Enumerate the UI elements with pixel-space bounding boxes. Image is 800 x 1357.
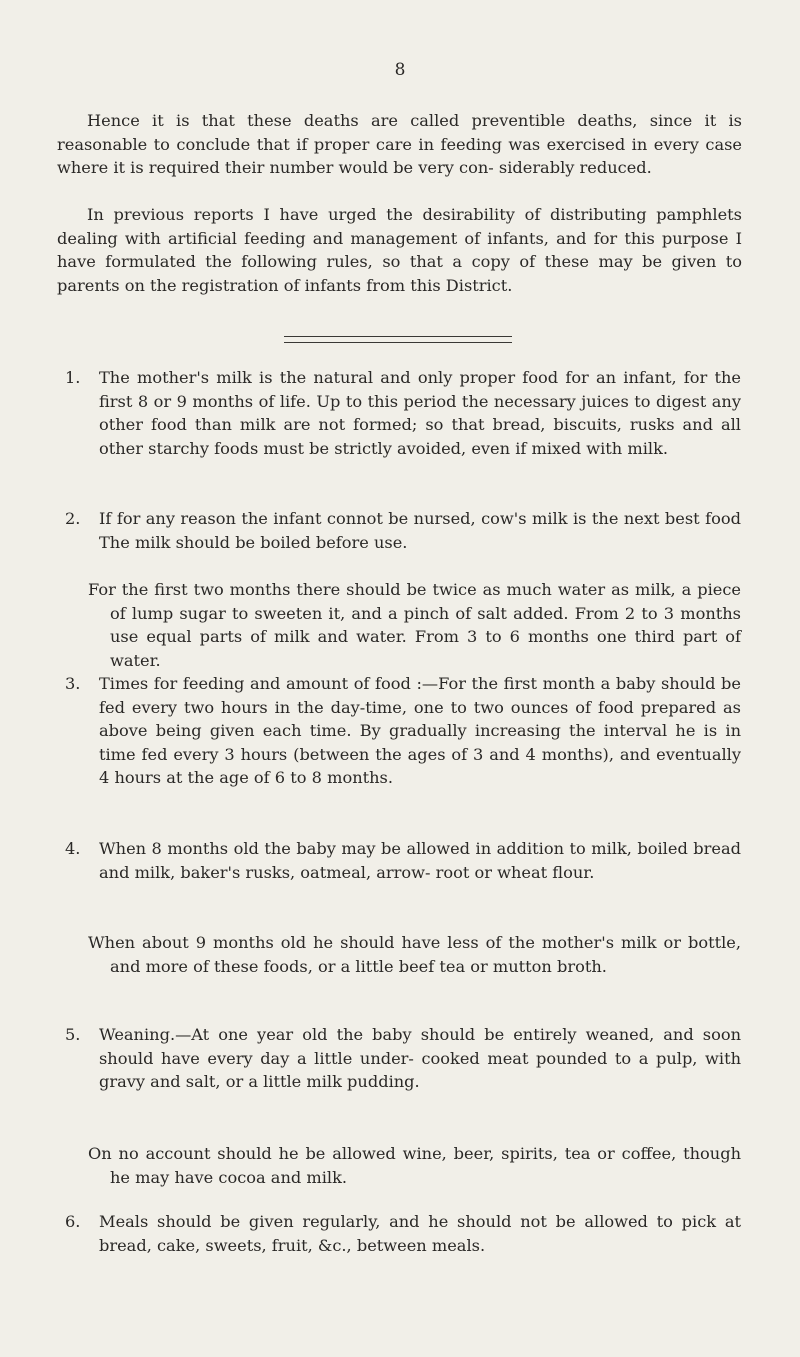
intro-paragraph-1: Hence it is that these deaths are called preventible deaths, since it is reasonable to conclude that if proper care in feeding was exercised in every case where it is required their number would be very con- siderably reduced. — [57, 111, 742, 177]
rule-text: Times for feeding and amount of food :—For the first month a baby should be fed every two hours in the day-time, one to two ounces of food prepared as above being given each time. By gradually increasing the interval he is in time fed every 3 hours (between the ages of 3 and 4 months), and eventually 4 hours at the age of 6 to 8 months. — [99, 674, 741, 788]
rule-2-continuation: For the first two months there should be twice as much water as milk, a piece of lump sugar to sweeten it, and a pinch of salt added. From 2 to 3 months use equal parts of milk and water. From 3 to 6 months one third part of water. — [88, 580, 741, 670]
rule-4-continuation: When about 9 months old he should have less of the mother's milk or bottle, and more of these foods, or a little beef tea or mutton broth. — [88, 933, 741, 976]
rule-text: When 8 months old the baby may be allowed in addition to milk, boiled bread and milk, baker's rusks, oatmeal, arrow- root or wheat flour. — [99, 839, 741, 882]
rule-number: 2. — [65, 509, 81, 528]
rule-item-4 — [65, 837, 741, 884]
rule-number: 3. — [65, 674, 81, 693]
rule-item-3 — [65, 672, 741, 790]
rule-item-5 — [65, 1023, 741, 1094]
page-number: 8 — [394, 60, 406, 80]
rule-text: The mother's milk is the natural and only proper food for an infant, for the first 8 or 9 months of life. Up to this period the necessary juices to digest any other food than milk are not formed; so that bread, biscuits, rusks and all other starchy foods must be strictly avoided, even if mixed with milk. — [99, 368, 741, 458]
rule-item-6 — [65, 1210, 741, 1257]
rule-item-1 — [65, 366, 741, 460]
rule-text: If for any reason the infant connot be nursed, cow's milk is the next best food The milk should be boiled before use. — [99, 509, 741, 552]
section-divider — [284, 336, 512, 343]
rule-number: 5. — [65, 1025, 81, 1044]
rule-number: 6. — [65, 1212, 81, 1231]
rule-item-2 — [65, 507, 741, 554]
rule-text: Meals should be given regularly, and he should not be allowed to pick at bread, cake, sweets, fruit, &c., between meals. — [99, 1212, 741, 1255]
rule-text: Weaning.—At one year old the baby should be entirely weaned, and soon should have every day a little under- cooked meat pounded to a pulp, with gravy and salt, or a little milk pudding. — [99, 1025, 741, 1092]
rule-5-continuation: On no account should he be allowed wine, beer, spirits, tea or coffee, though he may have cocoa and milk. — [88, 1144, 741, 1187]
rule-number: 1. — [65, 368, 81, 387]
intro-paragraph-2: In previous reports I have urged the desirability of distributing pamphlets dealing with artificial feeding and management of infants, and for this purpose I have formulated the following rules, so that a copy of these may be given to parents on the registration of infants from this District. — [57, 205, 742, 295]
rule-number: 4. — [65, 839, 81, 858]
